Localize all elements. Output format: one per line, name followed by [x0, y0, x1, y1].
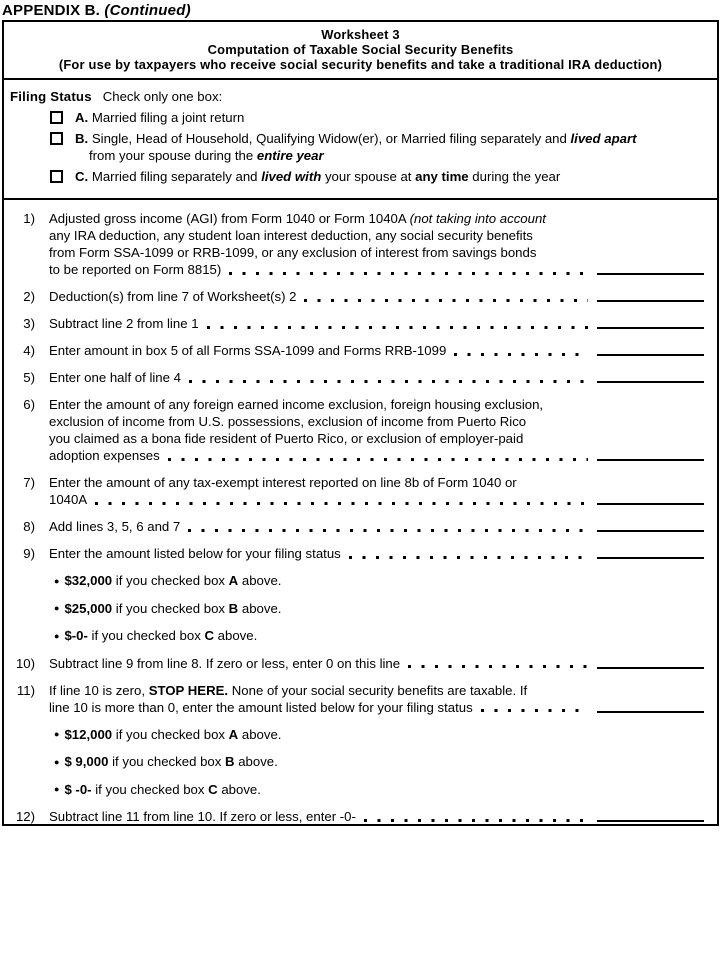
dot-leader [207, 326, 588, 329]
text-segment: adoption expenses [49, 448, 160, 463]
line-last-row [49, 369, 590, 386]
line-11-bullet-1 [54, 726, 710, 744]
line-item-12 [4, 808, 710, 825]
line-number-1: 1) [23, 211, 35, 226]
line-text-4 [49, 342, 590, 359]
line-item-6 [4, 396, 710, 464]
amount-column-5 [590, 369, 710, 386]
line-text-12 [49, 808, 590, 825]
worksheet-title-block [4, 22, 717, 80]
worksheet-title-line3: (For use by taxpayers who receive social security benefits and take a traditional IRA deduction) [58, 57, 663, 72]
bullet-icon: ● [54, 630, 60, 641]
text-segment: exclusion of income from U.S. possessions, exclusion of income from Puerto Rico [49, 414, 527, 429]
filing-status-section [4, 80, 717, 200]
filing-checkbox-b[interactable] [50, 132, 63, 145]
text-segment: If line 10 is zero, [49, 682, 149, 698]
filing-option-c [10, 168, 709, 185]
worksheet-lines-section [4, 200, 717, 825]
line-number-3: 3) [23, 316, 35, 331]
filing-status-instruction: Check only one box: [102, 89, 223, 104]
text-segment: Enter the amount listed below for your filing status [49, 546, 341, 561]
bullet-icon: ● [54, 756, 60, 767]
text-segment: Married filing separately and [91, 169, 262, 184]
text-segment: C [204, 628, 214, 643]
amount-column-10 [590, 655, 710, 672]
amount-column-4 [590, 342, 710, 359]
text-segment: $ -0- [64, 781, 92, 797]
text-segment: any IRA deduction, any student loan interest deduction, any social security benefits [49, 228, 533, 243]
filing-checkbox-c[interactable] [50, 170, 63, 183]
dot-leader [481, 709, 588, 712]
text-segment: Add lines 3, 5, 6 and 7 [49, 519, 181, 534]
line-text-3 [49, 315, 590, 332]
dot-leader [95, 502, 588, 505]
line-text-segment-row [49, 315, 199, 332]
line-text-segment-row [49, 518, 180, 535]
line-number-6: 6) [23, 397, 35, 412]
amount-line-1[interactable] [597, 273, 704, 275]
line-last-row [49, 545, 590, 562]
line-number-5: 5) [23, 370, 35, 385]
line-text-segment-row [49, 261, 221, 278]
line-last-row [49, 491, 590, 508]
text-segment: Enter the amount of any tax-exempt interest reported on line 8b of Form 1040 or [49, 475, 517, 490]
amount-column-3 [590, 315, 710, 332]
amount-line-12[interactable] [597, 820, 704, 822]
line-text-10 [49, 655, 590, 672]
line-number-8: 8) [23, 519, 35, 534]
text-segment: above. [238, 726, 282, 742]
line-last-row [49, 518, 590, 535]
dot-leader [229, 272, 588, 275]
bullet-icon: ● [54, 575, 60, 586]
text-segment: Subtract line 11 from line 10. If zero or less, enter -0- [49, 809, 356, 824]
text-segment: Deduction(s) from line 7 of Worksheet(s) 2 [49, 289, 297, 304]
text-segment: Subtract line 9 from line 8. If zero or less, enter 0 on this line [49, 655, 401, 671]
text-segment: during the year [468, 169, 561, 184]
line-last-row [49, 261, 590, 278]
line-item-8 [4, 518, 710, 535]
text-segment: above. [238, 573, 282, 588]
filing-status-label: Filing Status [10, 89, 92, 104]
text-segment: if you checked box [91, 781, 209, 797]
line-text-segment-row [49, 655, 400, 672]
line-text-row [49, 682, 590, 699]
text-segment: lived apart [570, 131, 637, 146]
line-last-row [49, 288, 590, 305]
text-segment: Subtract line 2 from line 1 [49, 316, 199, 331]
amount-line-10[interactable] [597, 667, 704, 669]
amount-column-12 [590, 808, 710, 825]
line-item-3 [4, 315, 710, 332]
amount-line-5[interactable] [597, 381, 704, 383]
text-segment: any time [415, 169, 469, 184]
line-text-9 [49, 545, 590, 562]
line-11-bullet-3 [54, 781, 710, 799]
line-number-4: 4) [23, 343, 35, 358]
filing-option-line [75, 130, 636, 147]
appendix-continued: (Continued) [104, 2, 191, 19]
line-item-4 [4, 342, 710, 359]
text-segment: Adjusted gross income (AGI) from Form 1040 or Form 1040A [49, 211, 410, 226]
line-text-row [49, 430, 590, 447]
text-segment: line 10 is more than 0, enter the amount listed below for your filing status [49, 699, 473, 715]
line-last-row [49, 655, 590, 672]
dot-leader [189, 380, 588, 383]
line-item-9 [4, 545, 710, 562]
amount-line-7[interactable] [597, 503, 704, 505]
line-last-row [49, 315, 590, 332]
appendix-prefix: APPENDIX B. [2, 2, 105, 19]
amount-line-4[interactable] [597, 354, 704, 356]
worksheet-box [2, 20, 719, 826]
line-number-11: 11) [16, 682, 35, 698]
filing-status-gap [92, 89, 103, 104]
text-segment: entire year [256, 148, 324, 163]
text-segment: above. [234, 754, 278, 769]
line-number-12: 12) [15, 809, 35, 824]
line-text-segment-row [49, 699, 473, 716]
bullet-icon: ● [54, 603, 60, 613]
appendix-heading [2, 2, 719, 20]
dot-leader [188, 529, 588, 532]
filing-option-text-a [75, 109, 244, 126]
text-segment: C [208, 781, 218, 797]
text-segment: from your spouse during the [89, 148, 257, 163]
amount-line-6[interactable] [597, 459, 704, 461]
line-item-10 [4, 655, 710, 672]
option-letter-c: C. [75, 169, 92, 184]
amount-line-8[interactable] [597, 530, 704, 532]
dot-leader [349, 556, 588, 559]
amount-column-11 [590, 682, 710, 716]
line-item-1 [4, 210, 710, 278]
amount-column-7 [590, 474, 710, 508]
dot-leader [168, 458, 588, 461]
text-segment: B [228, 600, 239, 616]
filing-option-line [75, 109, 244, 126]
dot-leader [454, 353, 588, 356]
line-last-row [49, 447, 590, 464]
line-item-5 [4, 369, 710, 386]
line-11-bullet-2 [54, 753, 710, 771]
text-segment: $12,000 [64, 726, 113, 742]
line-number-2: 2) [23, 289, 35, 304]
line-9-bullet-2 [54, 600, 710, 618]
line-text-row [49, 396, 590, 413]
filing-option-text-c [75, 168, 560, 185]
amount-line-2[interactable] [597, 300, 704, 302]
text-segment: from Form SSA-1099 or RRB-1099, or any exclusion of interest from savings bonds [49, 245, 537, 260]
option-letter-b: B. [75, 131, 92, 146]
line-text-5 [49, 369, 590, 386]
text-segment: above. [217, 781, 261, 797]
text-segment: B [225, 754, 235, 769]
text-segment: Enter amount in box 5 of all Forms SSA-1099 and Forms RRB-1099 [49, 343, 447, 358]
option-letter-a: A. [75, 110, 92, 125]
filing-checkbox-a[interactable] [50, 111, 63, 124]
line-text-6 [49, 396, 590, 464]
text-segment: None of your social security benefits are taxable. If [228, 682, 528, 698]
line-text-row [49, 244, 590, 261]
text-segment: (not taking into account [409, 211, 546, 226]
line-last-row [49, 342, 590, 359]
text-segment: if you checked box [112, 573, 229, 588]
line-item-7 [4, 474, 710, 508]
line-number-9: 9) [23, 546, 35, 561]
filing-option-line [75, 147, 636, 164]
text-segment: Married filing a joint return [91, 110, 245, 125]
line-text-segment-row [49, 545, 341, 562]
amount-column-1 [590, 210, 710, 278]
line-text-segment-row [49, 447, 160, 464]
line-text-7 [49, 474, 590, 508]
dot-leader [304, 299, 588, 302]
text-segment: Enter the amount of any foreign earned income exclusion, foreign housing exclusion, [49, 397, 544, 412]
text-segment: $ 9,000 [64, 754, 109, 769]
bullet-icon: ● [54, 784, 60, 794]
line-text-segment-row [49, 288, 296, 305]
text-segment: if you checked box [112, 600, 229, 616]
line-item-2 [4, 288, 710, 305]
line-9-bullet-1 [54, 572, 710, 590]
amount-column-8 [590, 518, 710, 535]
line-text-row [49, 413, 590, 430]
line-text-segment-row [49, 491, 87, 508]
text-segment: to be reported on Form 8815) [49, 262, 222, 277]
text-segment: if you checked box [112, 726, 229, 742]
line-text-row [49, 210, 590, 227]
dot-leader [408, 665, 588, 668]
line-text-row [49, 474, 590, 491]
line-text-segment-row [49, 342, 446, 359]
text-segment: A [228, 726, 239, 742]
amount-line-3[interactable] [597, 327, 704, 329]
text-segment: Enter one half of line 4 [49, 370, 181, 385]
text-segment: if you checked box [108, 754, 225, 769]
amount-column-6 [590, 396, 710, 464]
amount-column-2 [590, 288, 710, 305]
line-text-row [49, 227, 590, 244]
filing-option-text-b [75, 130, 636, 164]
text-segment: 1040A [49, 492, 88, 507]
text-segment: your spouse at [321, 169, 416, 184]
text-segment: if you checked box [87, 628, 205, 643]
line-last-row [49, 699, 590, 716]
filing-status-header [10, 88, 709, 105]
filing-status-options [10, 109, 709, 185]
text-segment: $25,000 [64, 600, 113, 616]
filing-option-a [10, 109, 709, 126]
text-segment: you claimed as a bona fide resident of Puerto Rico, or exclusion of employer-paid [49, 431, 524, 446]
text-segment: lived with [261, 169, 322, 184]
bullet-icon: ● [54, 729, 60, 739]
amount-column-9 [590, 545, 710, 562]
text-segment: above. [213, 628, 258, 643]
line-number-10: 10) [15, 655, 35, 671]
text-segment: $32,000 [64, 573, 113, 588]
worksheet-title-line2: Computation of Taxable Social Security Benefits [207, 42, 514, 57]
line-text-8 [49, 518, 590, 535]
text-segment: A [228, 573, 239, 588]
line-text-segment-row [49, 369, 181, 386]
filing-option-line [75, 168, 560, 185]
line-last-row [49, 808, 590, 825]
line-text-11 [49, 682, 590, 716]
text-segment: Single, Head of Household, Qualifying Widow(er), or Married filing separately and [91, 131, 571, 146]
amount-line-9[interactable] [597, 557, 704, 559]
text-segment: $-0- [64, 628, 88, 643]
line-text-segment-row [49, 808, 356, 825]
dot-leader [364, 819, 588, 822]
amount-line-11[interactable] [597, 711, 704, 713]
worksheet-title-line1: Worksheet 3 [321, 27, 400, 42]
line-9-bullet-3 [54, 627, 710, 645]
text-segment: above. [238, 600, 282, 616]
line-item-11 [4, 682, 710, 716]
text-segment: STOP HERE. [148, 682, 229, 698]
line-number-7: 7) [23, 475, 35, 490]
line-text-1 [49, 210, 590, 278]
line-text-2 [49, 288, 590, 305]
filing-option-b [10, 130, 709, 164]
